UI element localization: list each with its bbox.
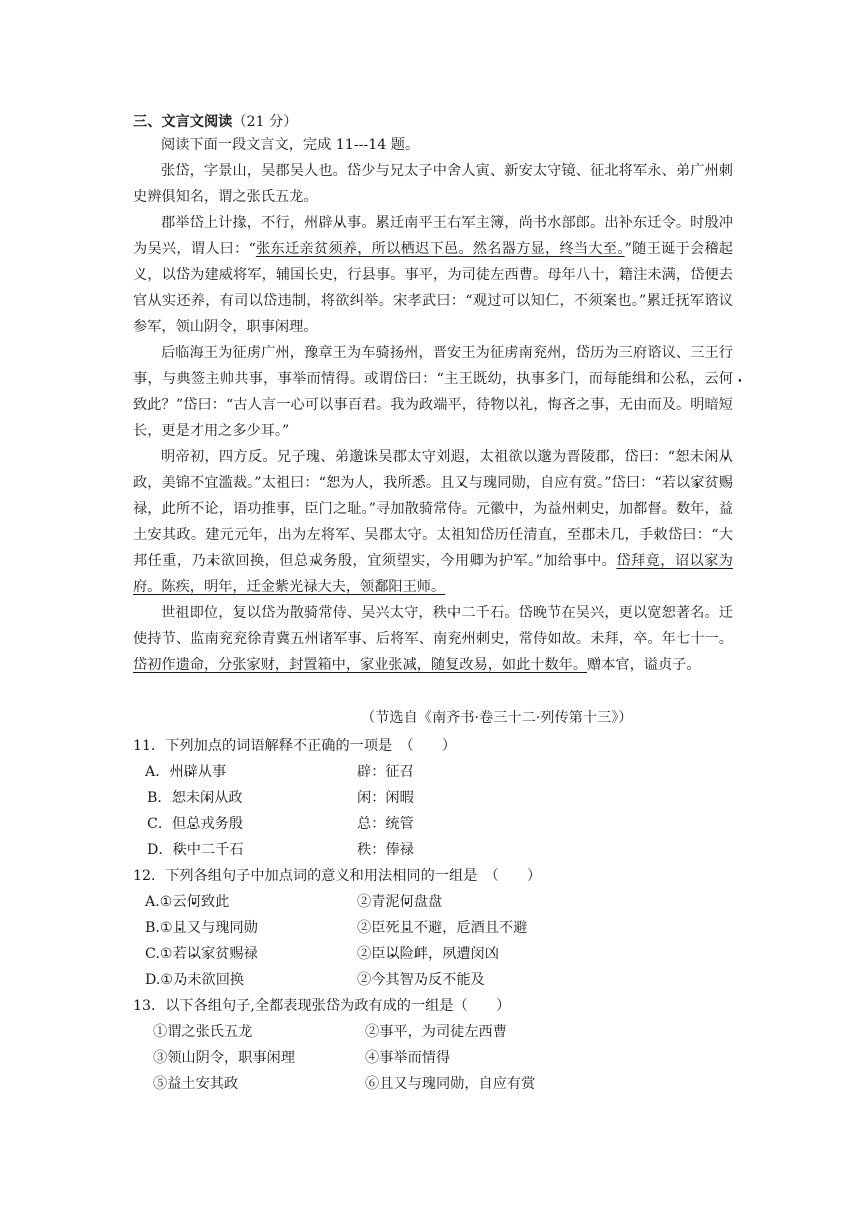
question-12-option-d-left: D.①乃 •未欲回换 [145, 969, 244, 989]
question-13-item-6: ⑥且又与瑰同勋，自应有赏 [365, 1076, 536, 1092]
passage-paragraph-5: 世祖即位，复以岱为散骑常侍、吴兴太守，秩 •中二千石。岱晚节在吴兴，更以宽恕著名。迁使持节、监南兖兖徐青冀五州诸军事、后将军、南兖州刺史，常侍如故。未拜，卒。年七十一。岱初作遗命，分张家财，封置箱中，家业张减，随复改易，如此十数年。赠本官，谥贞子。 [133, 600, 733, 678]
underlined-sentence: 岱拜竟，诏以家为府。陈疾，明年，迁金紫光禄大夫，领鄱阳王师。 [133, 553, 733, 595]
question-12-option-b-right: ②臣死且 •不避，卮酒且不避 [357, 917, 527, 937]
question-11-stem: 11．下列加点的词语解释不正确的一项是 （ ） [133, 738, 457, 754]
section-title: 三、文言文阅读（21 分） [133, 114, 298, 130]
source-citation: （节选自《南齐书·卷三十二·列传第十三》） [361, 710, 633, 726]
question-13-item-4: ④事举而情得 [365, 1050, 451, 1066]
instruction: 阅读下面一段文言文，完成 11---14 题。 [161, 137, 420, 153]
question-13-stem: 13．以下各组句子,全都表现张岱为政有成的一组是（ ） [133, 998, 511, 1014]
question-13-item-2: ②事平，为司徒左西曹 [365, 1024, 507, 1040]
question-12-option-d-right: ②今其智乃 •反不能及 [357, 969, 485, 989]
question-11-gloss-c: 总：统管 [357, 816, 414, 832]
question-11-option-b: B．恕未闲 •从政 [147, 787, 243, 807]
question-13-item-1: ①谓之张氏五龙 [153, 1024, 253, 1040]
question-11-gloss-a: 辟：征召 [357, 764, 414, 780]
passage-paragraph-3: 后临海王为征虏广州，豫章王为车骑扬州，晋安王为征虏南兖州，岱历为三府谘议、三王行事，与典签主帅共事，事举而情得。或谓岱曰：“主王既幼，执事多门，而每能缉和公私，云何 •致此？”岱曰：“古人言一心可以事百君。我为政端平，待物以礼，悔吝之事，无由而及。明暗短长，更是才用之多少耳。” [133, 340, 733, 444]
passage-paragraph-2: 郡举岱上计掾，不行，州辟 •从事。累迁南平王右军主簿，尚书水部郎。出补东迁令。时殷冲为吴兴，谓人曰：“张东迁亲贫须养，所以栖迟下邑。然名器方显，终当大至。”随王诞于会稽起义，以岱为建威将军，辅国长史，行县事。事平，为司徒左西曹。母年八十，籍注未满，岱便去官从实还养，有司以岱违制，将欲纠举。宋孝武曰：“观过可以知仁，不须案也。”累迁抚军谘议参军，领山阴令，职事闲理。 [133, 210, 733, 340]
question-13-item-3: ③领山阴令，职事闲理 [153, 1050, 295, 1066]
question-12-option-b-left: B.①且 •又与瑰同勋 [145, 917, 258, 937]
underlined-sentence: 张东迁亲贫须养，所以栖迟下邑。然名器方显，终当大至。 [255, 241, 625, 257]
question-11-option-c: C．但总 •戎务殷 [147, 813, 243, 833]
question-11-option-d: D．秩 •中二千石 [147, 839, 244, 859]
passage-paragraph-4: 明帝初，四方反。兄子瑰、弟邈诛吴郡太守刘遐，太祖欲以邈为晋陵郡，岱曰：“恕未闲 •从政，美锦不宜滥裁。”太祖曰：“恕为人，我所悉。且 •又与瑰同勋，自应有赏。”岱曰：“若以 •家贫赐禄，此所不论，语功推事，臣门之耻。”寻加散骑常侍。元徽中，为益州刺史，加都督。数年，益土安其政。建元元年，出为左将军、吴郡太守。太祖知岱历任清直，至郡未几，手敕岱曰：“大邦任重，乃 •未欲回换，但总 •戎务殷，宜须望实，今用卿为护军。”加给事中。岱拜竟，诏以家为府。陈疾，明年，迁金紫光禄大夫，领鄱阳王师。 [133, 444, 733, 600]
question-12-option-c-right: ②臣以 •险衅，夙遭闵凶 [357, 943, 499, 963]
question-12-option-c-left: C.①若以 •家贫赐禄 [145, 943, 258, 963]
passage-paragraph-1: 张岱，字景山，吴郡吴人也。岱少与兄太子中舍人寅、新安太守镜、征北将军永、弟广州刺史辨俱知名，谓之张氏五龙。 [133, 163, 733, 205]
question-12-option-a-right: ②青泥何 •盘盘 [357, 891, 442, 911]
question-11-gloss-b: 闲：闲暇 [357, 790, 414, 806]
question-12-option-a-left: A.①云何 •致此 [145, 891, 229, 911]
question-11-gloss-d: 秩：俸禄 [357, 842, 414, 858]
question-13-item-5: ⑤益土安其政 [153, 1076, 239, 1092]
underlined-sentence: 岱初作遗命，分张家财，封置箱中，家业张减，随复改易，如此十数年。 [133, 657, 588, 673]
question-11-option-a: A．州辟 •从事 [145, 761, 226, 781]
question-12-stem: 12．下列各组句子中加点词的意义和用法相同的一组是 （ ） [133, 868, 542, 884]
